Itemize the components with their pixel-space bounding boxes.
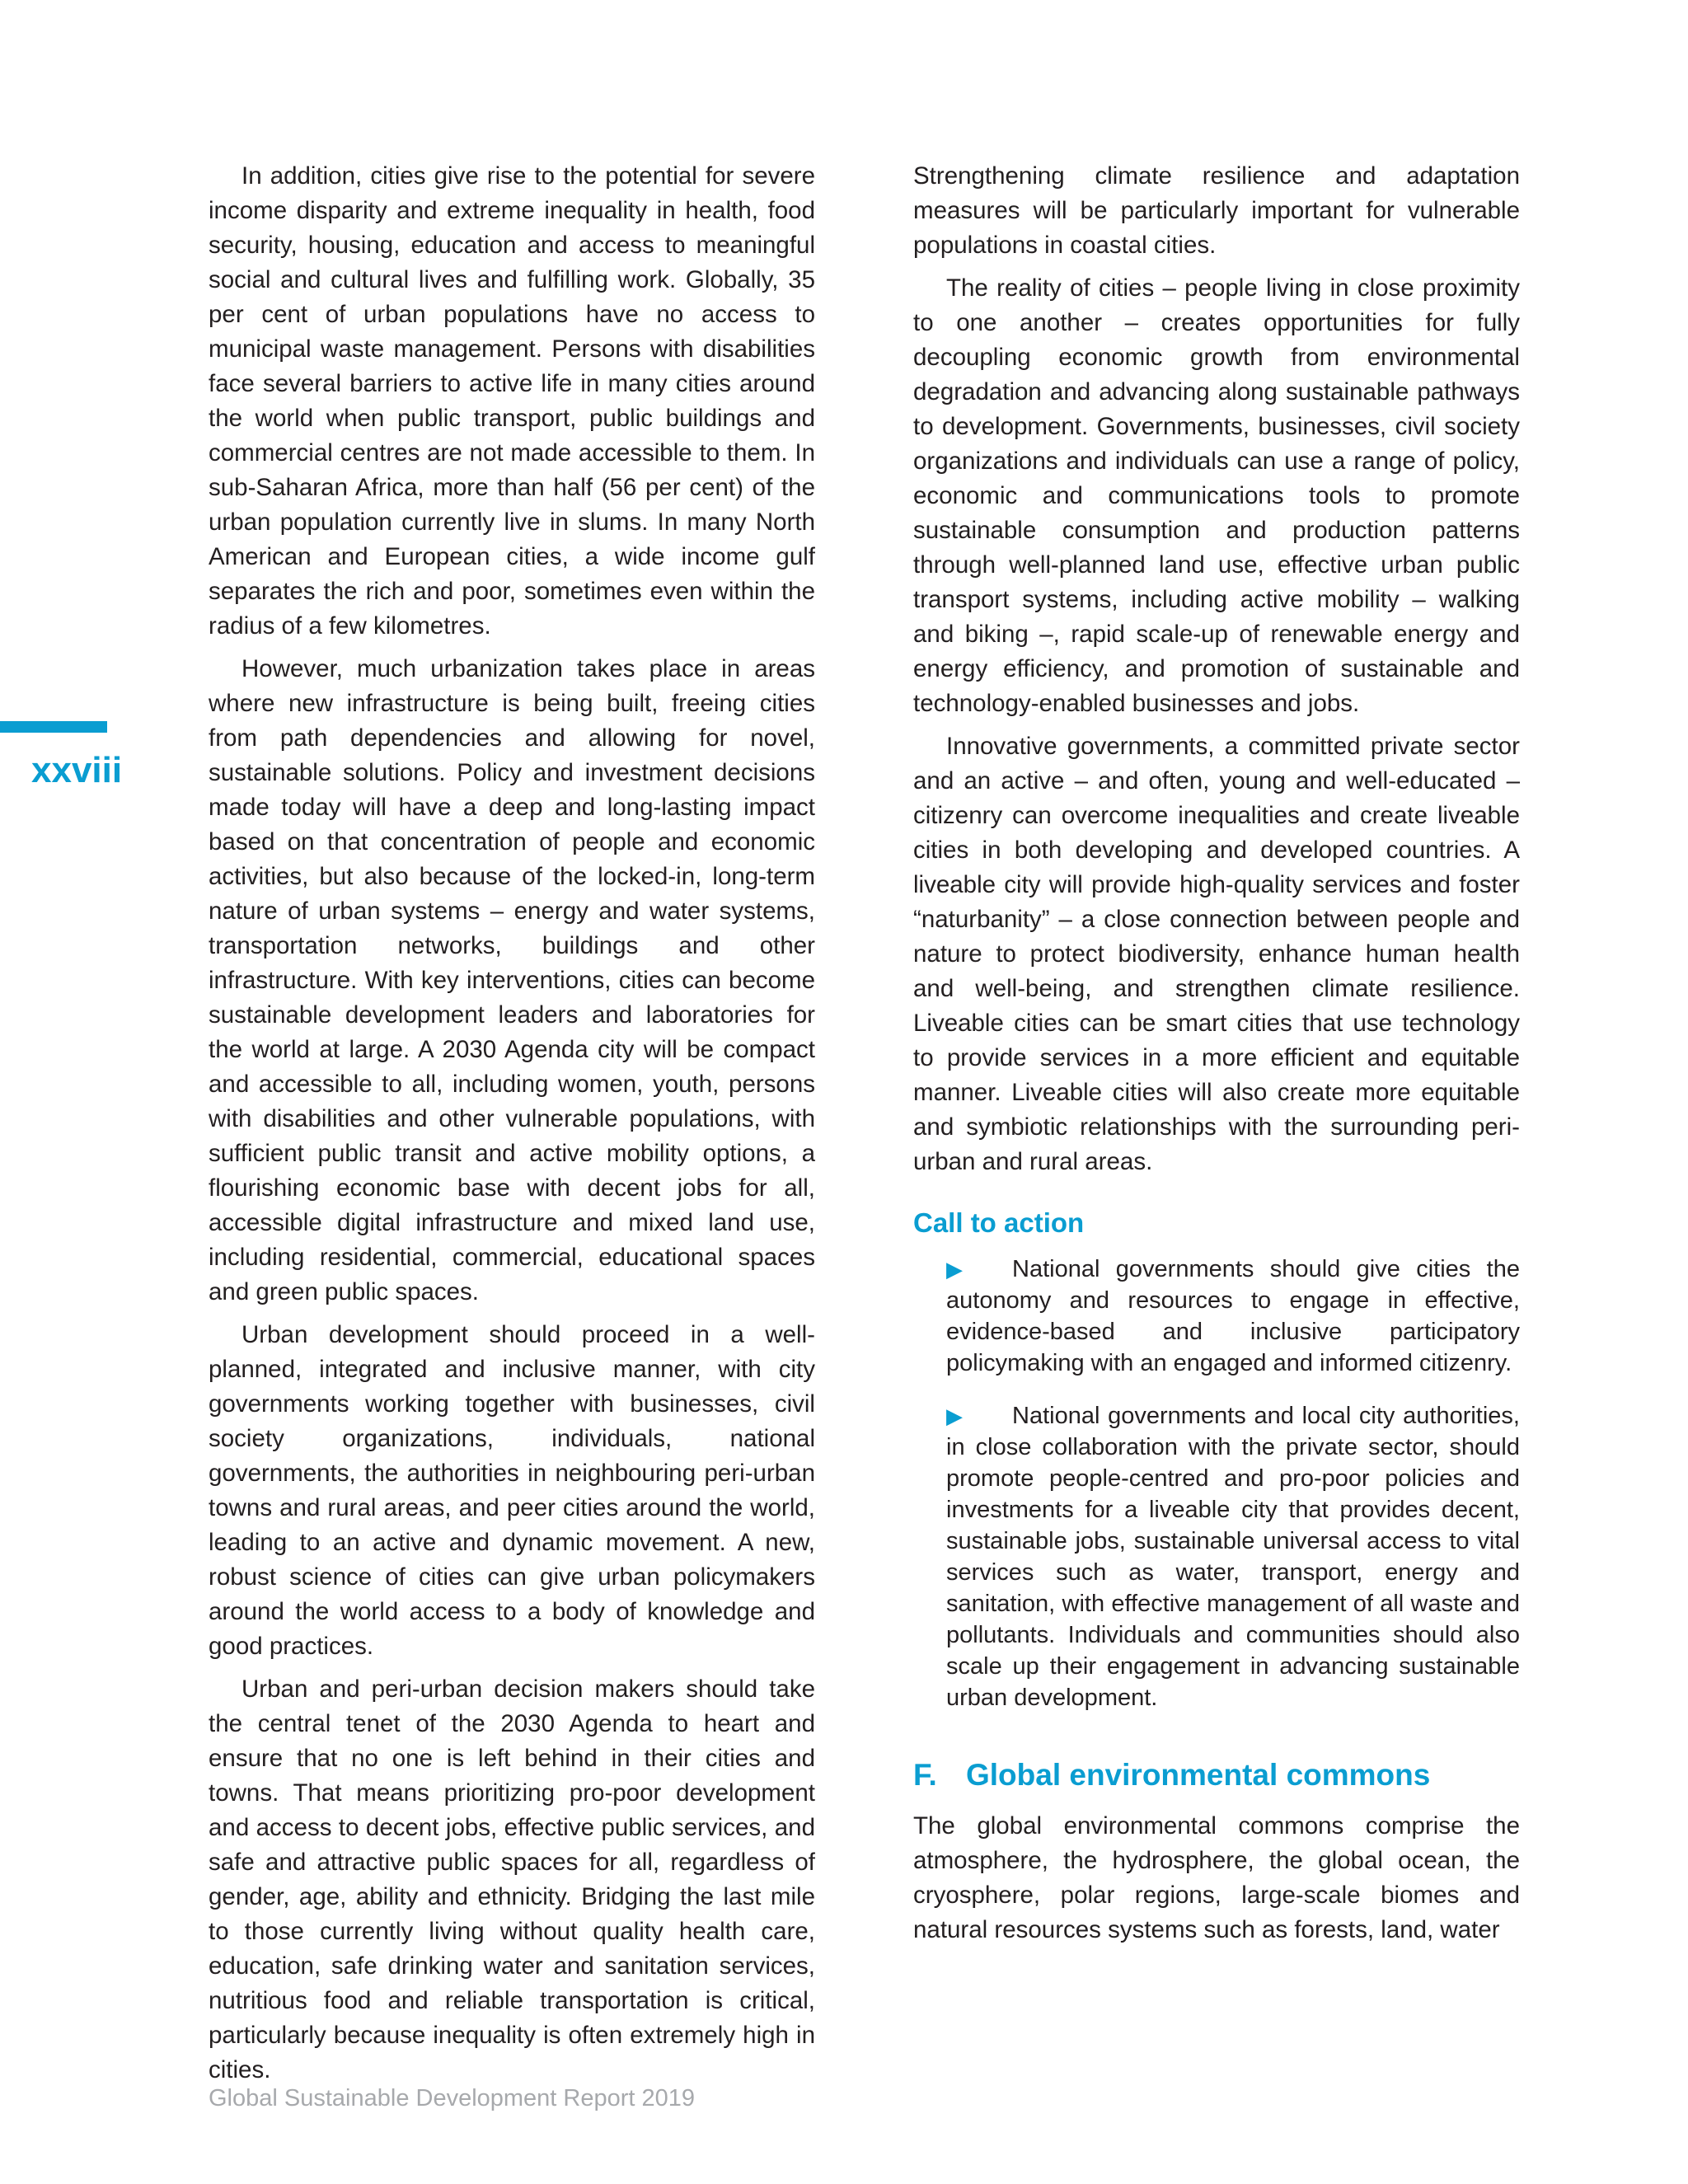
- paragraph: Urban and peri-urban decision makers should take the central tenet of the 2030 Agenda to heart and ensure that no one is left behind in their cities and towns. That means prioritizing pro-poor development and access to decent jobs, effective public services, and safe and attractive public spaces for all, regardless of gender, age, ability and ethnicity. Bridging the last mile to those currently living without quality health care, education, safe drinking water and sanitation services, nutritious food and reliable transportation is critical, particularly because inequality is often extremely high in cities.: [209, 1675, 815, 2083]
- footer-report-title: Global Sustainable Development Report 2019: [209, 2085, 696, 2111]
- triangle-bullet-icon: ▶: [946, 1404, 963, 1428]
- paragraph: Innovative governments, a committed private sector and an active – and often, young and well-educated – citizenry can overcome inequalities and create liveable cities in both developing and developed countries. A liveable city will provide high-quality services and foster “naturbanity” – a close connection between people and nature to protect biodiversity, enhance human health and well-being, and strengthen climate resilience. Liveable cities can be smart cities that use technology to provide services in a more efficient and equitable manner. Liveable cities will also create more equitable and symbiotic relationships with the surrounding peri-urban and rural areas.: [913, 733, 1520, 1175]
- paragraph: In addition, cities give rise to the potential for severe income disparity and extreme inequality in health, food security, housing, education and access to meaningful social and cultural lives and fulfilling work. Globally, 35 per cent of urban populations have no access to municipal waste management. Persons with disabilities face several barriers to active life in many cities around the world when public transport, public buildings and commercial centres are not made accessible to them. In sub-Saharan Africa, more than half (56 per cent) of the urban population currently live in slums. In many North American and European cities, a wide income gulf separates the rich and poor, sometimes even within the radius of a few kilometres.: [209, 162, 815, 640]
- list-item: [946, 1400, 1520, 1713]
- paragraph: Strengthening climate resilience and adaptation measures will be particularly important for vulnerable populations in coastal cities.: [913, 162, 1520, 259]
- paragraph: Urban development should proceed in a well-planned, integrated and inclusive manner, with city governments working together with businesses, civil society organizations, individuals, national governments, the authorities in neighbouring peri-urban towns and rural areas, and peer cities around the world, leading to an active and dynamic movement. A new, robust science of cities can give urban policymakers around the world access to a body of knowledge and good practices.: [209, 1321, 815, 1660]
- section-heading: [913, 1756, 1520, 1794]
- call-to-action-list: [913, 1254, 1520, 1713]
- paragraph: However, much urbanization takes place in areas where new infrastructure is being built, freeing cities from path dependencies and allowing for novel, sustainable solutions. Policy and investment decisions made today will have a deep and long-lasting impact based on that concentration of people and economic activities, but also because of the locked-in, long-term nature of urban systems – energy and water systems, transportation networks, buildings and other infrastructure. With key interventions, cities can become sustainable development leaders and laboratories for the world at large. A 2030 Agenda city will be compact and accessible to all, including women, youth, persons with disabilities and other vulnerable populations, with sufficient public transit and active mobility options, a flourishing economic base with decent jobs for all, accessible digital infrastructure and mixed land use, including residential, commercial, educational spaces and green public spaces.: [209, 655, 815, 1305]
- paragraph: The global environmental commons comprise the atmosphere, the hydrosphere, the global ocean, the cryosphere, polar regions, large-scale biomes and natural resources systems such as forests, land, water: [913, 1812, 1520, 1943]
- page-number: xxviii: [31, 750, 123, 790]
- paragraph: The reality of cities – people living in close proximity to one another – creates opportunities for fully decoupling economic growth from environmental degradation and advancing along sustainable pathways to development. Governments, businesses, civil society organizations and individuals can use a range of policy, economic and communications tools to promote sustainable consumption and production patterns through well-planned land use, effective urban public transport systems, including active mobility – walking and biking –, rapid scale-up of renewable energy and energy efficiency, and promotion of sustainable and technology-enabled businesses and jobs.: [913, 274, 1520, 717]
- call-to-action-heading: Call to action: [913, 1207, 1085, 1238]
- left-column: [209, 159, 815, 2096]
- section-letter: F.: [913, 1758, 937, 1792]
- list-item-text: National governments and local city authorities, in close collaboration with the private sector, should promote people-centred and pro-poor policies and investments for a liveable city that provides decent, sustainable jobs, sustainable universal access to vital services such as water, transport, energy and sanitation, with effective management of all waste and pollutants. Individuals and communities should also scale up their engagement in advancing sustainable urban development.: [946, 1403, 1520, 1711]
- list-item-text: National governments should give cities the autonomy and resources to engage in effective, evidence-based and inclusive participatory policymaking with an engaged and informed citizenry.: [946, 1256, 1520, 1376]
- right-column: [913, 159, 1520, 1956]
- list-item: [946, 1254, 1520, 1379]
- section-title: Global environmental commons: [966, 1758, 1431, 1792]
- page-accent-bar: [0, 721, 107, 733]
- triangle-bullet-icon: ▶: [946, 1257, 963, 1282]
